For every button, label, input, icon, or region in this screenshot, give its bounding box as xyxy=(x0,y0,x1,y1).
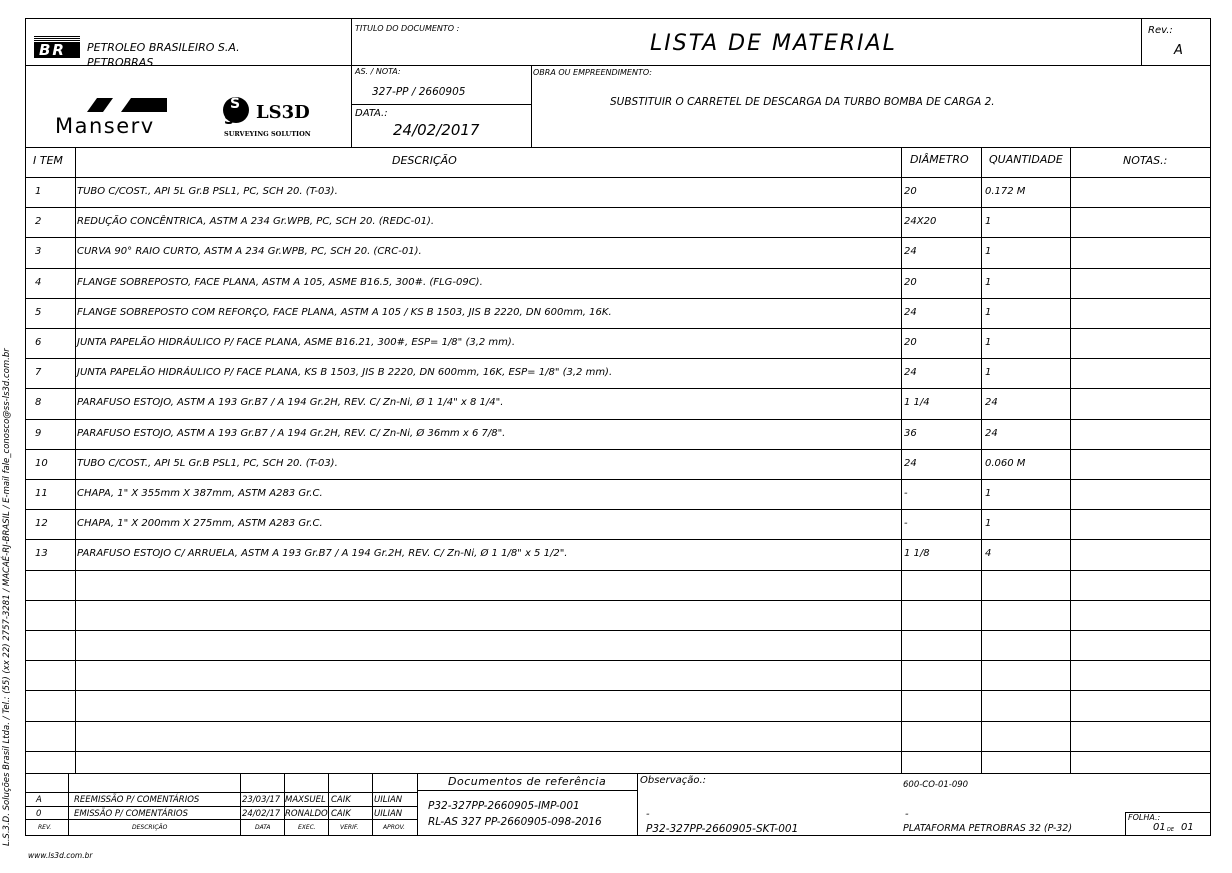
table-cell-diameter: - xyxy=(904,518,908,529)
table-cell-quantity: 1 xyxy=(985,246,992,257)
table-cell-diameter: 20 xyxy=(904,186,917,197)
table-cell-diameter: 24 xyxy=(904,367,917,378)
obra-label: OBRA OU EMPREENDIMENTO: xyxy=(533,68,652,77)
rev-a-desc: REEMISSÃO P/ COMENTÁRIOS xyxy=(74,795,200,805)
table-cell-diameter: - xyxy=(904,488,908,499)
table-cell-diameter: 36 xyxy=(904,428,917,439)
rev-a-code: A xyxy=(36,795,42,805)
table-cell-description: JUNTA PAPELÃO HIDRÁULICO P/ FACE PLANA, KS B 1503, JIS B 2220, DN 600mm, 16K, ESP= 1/8" (3,2 mm). xyxy=(77,367,613,378)
col-header-diametro: DIÂMETRO xyxy=(910,153,969,166)
rev-0-desc: EMISSÃO P/ COMENTÁRIOS xyxy=(74,809,189,819)
rev-0-verif: CAIK xyxy=(331,809,351,819)
table-cell-description: FLANGE SOBREPOSTO, FACE PLANA, ASTM A 105, ASME B16.5, 300#. (FLG-09C). xyxy=(77,277,483,288)
plataforma: PLATAFORMA PETROBRAS 32 (P-32) xyxy=(903,823,1073,834)
table-cell-description: PARAFUSO ESTOJO, ASTM A 193 Gr.B7 / A 194 Gr.2H, REV. C/ Zn-Ni, Ø 1 1/4" x 8 1/4". xyxy=(77,397,504,408)
table-cell-diameter: 20 xyxy=(904,337,917,348)
table-cell-diameter: 24 xyxy=(904,307,917,318)
table-cell-diameter: 24X20 xyxy=(904,216,937,227)
folha-value: 01 xyxy=(1153,822,1166,833)
rev-a-exec: MAXSUEL xyxy=(285,795,326,805)
table-cell-item: 12 xyxy=(35,518,48,529)
document-title: LISTA DE MATERIAL xyxy=(650,31,897,56)
table-cell-item: 6 xyxy=(35,337,42,348)
folha-total: 01 xyxy=(1181,822,1194,833)
table-cell-quantity: 1 xyxy=(985,488,992,499)
rev-a-date: 23/03/17 xyxy=(242,795,281,805)
table-cell-item: 3 xyxy=(35,246,42,257)
br-logo: BR xyxy=(34,36,80,58)
docs-ref-2: RL-AS 327 PP-2660905-098-2016 xyxy=(428,816,602,828)
table-cell-item: 1 xyxy=(35,186,42,197)
col-header-descricao: DESCRIÇÃO xyxy=(392,154,457,167)
docs-ref-label: Documentos de referência xyxy=(448,775,607,788)
col-header-quantidade: QUANTIDADE xyxy=(989,153,1063,166)
table-cell-item: 2 xyxy=(35,216,42,227)
table-cell-quantity: 1 xyxy=(985,307,992,318)
table-cell-item: 10 xyxy=(35,458,48,469)
table-cell-item: 11 xyxy=(35,488,48,499)
table-cell-quantity: 1 xyxy=(985,277,992,288)
label-data: DATA xyxy=(255,824,271,831)
table-cell-description: TUBO C/COST., API 5L Gr.B PSL1, PC, SCH 20. (T-03). xyxy=(77,186,338,197)
label-exec: EXEC. xyxy=(298,824,316,831)
data-value: 24/02/2017 xyxy=(393,121,480,139)
table-cell-description: REDUÇÃO CONCÊNTRICA, ASTM A 234 Gr.WPB, PC, SCH 20. (REDC-01). xyxy=(77,216,435,227)
table-cell-description: JUNTA PAPELÃO HIDRÁULICO P/ FACE PLANA, ASME B16.21, 300#, ESP= 1/8" (3,2 mm). xyxy=(77,337,515,348)
table-cell-quantity: 1 xyxy=(985,337,992,348)
data-label: DATA.: xyxy=(355,108,388,119)
obs-dash: - xyxy=(646,809,650,820)
manserv-logo: Manserv xyxy=(55,98,185,138)
table-cell-quantity: 24 xyxy=(985,397,998,408)
svg-text:S: S xyxy=(224,112,235,128)
title-label: TITULO DO DOCUMENTO : xyxy=(355,24,460,33)
table-cell-item: 5 xyxy=(35,307,42,318)
table-cell-quantity: 1 xyxy=(985,216,992,227)
table-cell-description: CURVA 90° RAIO CURTO, ASTM A 234 Gr.WPB, PC, SCH 20. (CRC-01). xyxy=(77,246,422,257)
table-cell-item: 8 xyxy=(35,397,42,408)
folha-de: DE xyxy=(1167,827,1175,833)
co-code: 600-CO-01-090 xyxy=(903,780,969,790)
table-cell-diameter: 20 xyxy=(904,277,917,288)
rev-label: Rev.: xyxy=(1148,25,1173,36)
ls3d-logo: S S LS3D SURVEYING SOLUTION xyxy=(224,96,311,138)
company-short: PETROBRAS xyxy=(87,56,154,69)
rev-0-aprov: UILIAN xyxy=(374,809,403,819)
table-cell-description: CHAPA, 1" X 355mm X 387mm, ASTM A283 Gr.C. xyxy=(77,488,323,499)
obs-label: Observação.: xyxy=(640,775,707,786)
rev-a-aprov: UILIAN xyxy=(374,795,403,805)
table-cell-item: 13 xyxy=(35,548,48,559)
folha-label: FOLHA.: xyxy=(1128,813,1161,822)
label-rev: REV. xyxy=(38,824,52,831)
table-cell-description: CHAPA, 1" X 200mm X 275mm, ASTM A283 Gr.C. xyxy=(77,518,323,529)
document-frame xyxy=(25,18,1211,836)
table-cell-quantity: 4 xyxy=(985,548,992,559)
label-aprov: APROV. xyxy=(383,824,405,831)
rev-a-verif: CAIK xyxy=(331,795,351,805)
rev-0-code: 0 xyxy=(36,809,42,819)
table-cell-quantity: 0.172 M xyxy=(985,186,1026,197)
label-verif: VERIF. xyxy=(340,824,359,831)
table-cell-quantity: 1 xyxy=(985,518,992,529)
table-cell-description: TUBO C/COST., API 5L Gr.B PSL1, PC, SCH 20. (T-03). xyxy=(77,458,338,469)
side-contact-text: L.S.3.D. Soluções Brasil Ltda. / Tel.: (55) (xx 22) 2757-3281 / MACAÉ-RJ-BRASIL / E-mail fale_conosco@ss-ls3d.com.br xyxy=(2,348,12,846)
table-cell-item: 4 xyxy=(35,277,42,288)
table-cell-diameter: 1 1/8 xyxy=(904,548,930,559)
docs-ref-1: P32-327PP-2660905-IMP-001 xyxy=(428,800,580,812)
label-descricao: DESCRIÇÃO xyxy=(132,824,168,831)
table-cell-diameter: 1 1/4 xyxy=(904,397,930,408)
svg-text:S: S xyxy=(230,96,241,112)
col-header-notas: NOTAS.: xyxy=(1123,154,1168,167)
rev-value: A xyxy=(1174,43,1183,58)
table-cell-diameter: 24 xyxy=(904,246,917,257)
table-cell-item: 7 xyxy=(35,367,42,378)
table-cell-quantity: 24 xyxy=(985,428,998,439)
plat-dash: - xyxy=(905,809,909,820)
rev-0-exec: RONALDO xyxy=(285,809,328,819)
table-cell-description: PARAFUSO ESTOJO, ASTM A 193 Gr.B7 / A 194 Gr.2H, REV. C/ Zn-Ni, Ø 36mm x 6 7/8". xyxy=(77,428,506,439)
table-cell-quantity: 1 xyxy=(985,367,992,378)
rev-0-date: 24/02/17 xyxy=(242,809,281,819)
col-header-item: I TEM xyxy=(33,154,63,167)
as-nota-label: AS. / NOTA: xyxy=(355,67,401,76)
obra-value: SUBSTITUIR O CARRETEL DE DESCARGA DA TURBO BOMBA DE CARGA 2. xyxy=(610,96,995,108)
table-cell-item: 9 xyxy=(35,428,42,439)
table-cell-quantity: 0.060 M xyxy=(985,458,1026,469)
website: www.ls3d.com.br xyxy=(28,851,93,860)
table-cell-description: PARAFUSO ESTOJO C/ ARRUELA, ASTM A 193 Gr.B7 / A 194 Gr.2H, REV. C/ Zn-Ni, Ø 1 1/8" x 5 1/2". xyxy=(77,548,568,559)
table-cell-description: FLANGE SOBREPOSTO COM REFORÇO, FACE PLANA, ASTM A 105 / KS B 1503, JIS B 2220, DN 600mm, 16K. xyxy=(77,307,612,318)
obs-value: P32-327PP-2660905-SKT-001 xyxy=(646,823,799,835)
as-nota-value: 327-PP / 2660905 xyxy=(372,86,466,98)
table-cell-diameter: 24 xyxy=(904,458,917,469)
company-name: PETROLEO BRASILEIRO S.A. xyxy=(87,41,240,54)
